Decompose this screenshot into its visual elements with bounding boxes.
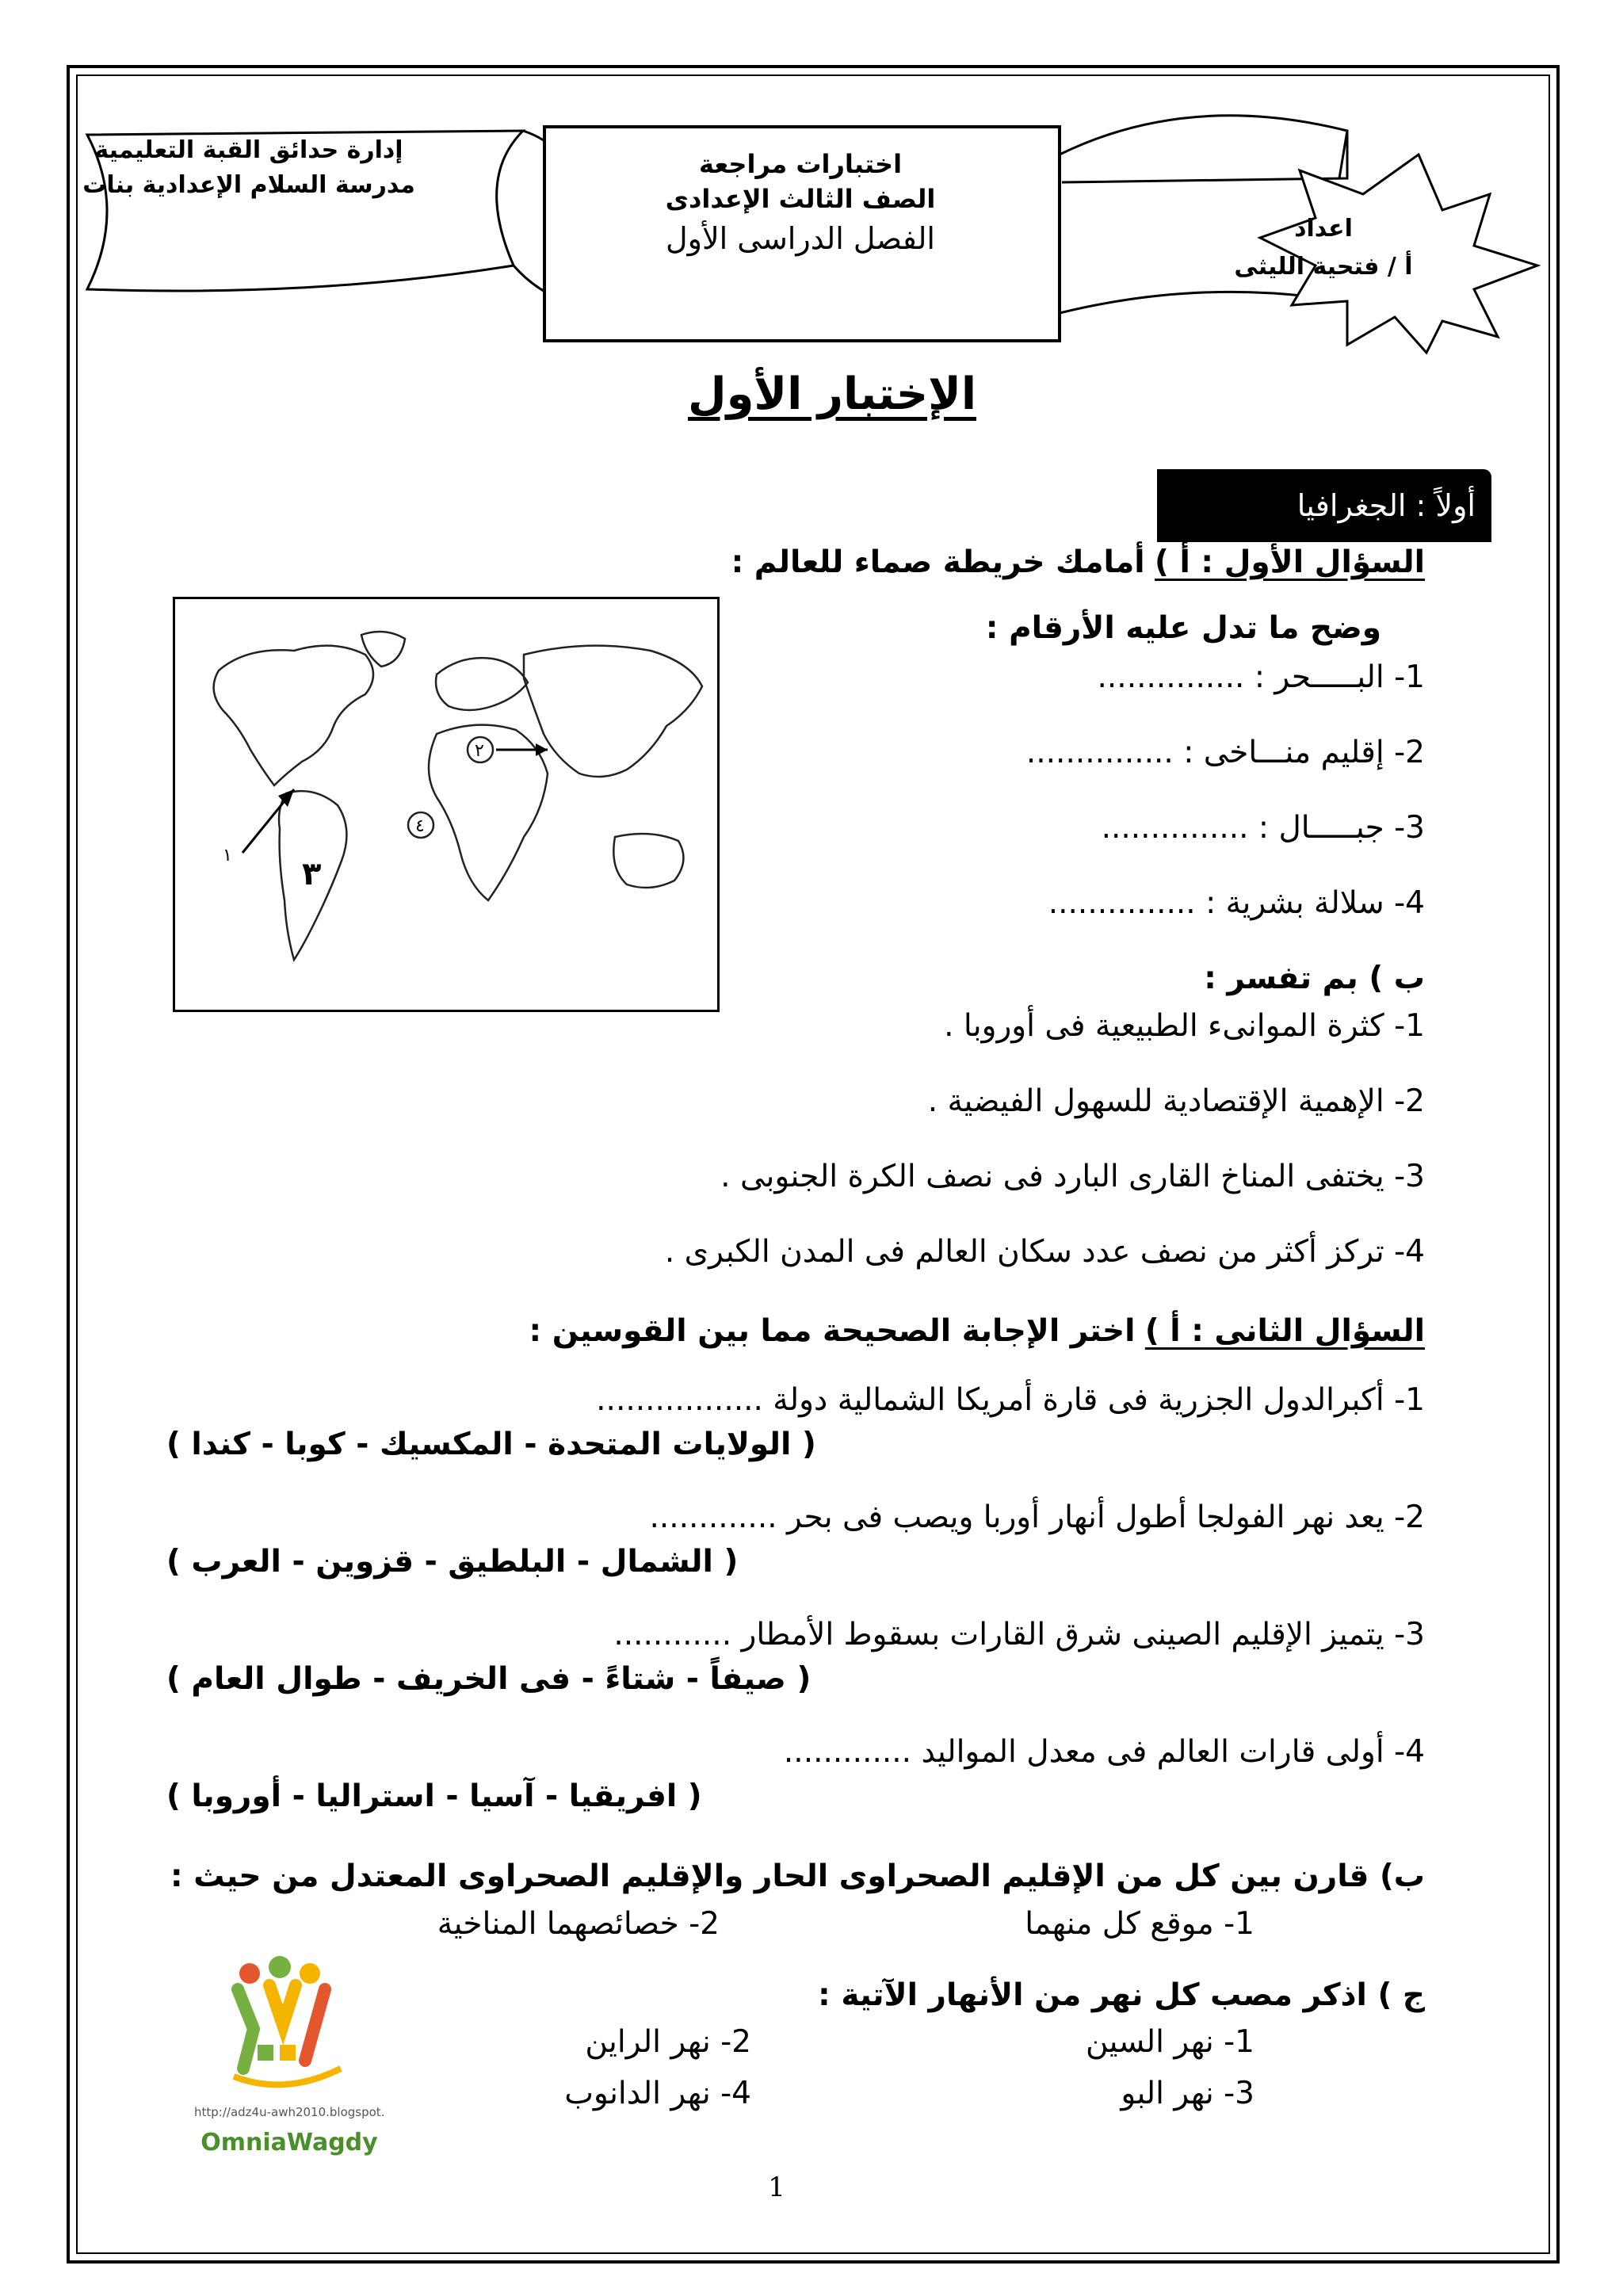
q2-label: السؤال الثانى : أ ) (1144, 1313, 1425, 1349)
q2-part-c-heading: ج ) اذكر مصب كل نهر من الأنهار الآتية : (818, 1977, 1425, 2013)
map-marker-2: ٢ (475, 741, 484, 761)
q2-item-1-choices: ( الولايات المتحدة - المكسيك - كوبا - كندا ) (166, 1427, 816, 1462)
world-outline-map (173, 597, 720, 1012)
q2-item-3: 3- يتميز الإقليم الصينى شرق القارات بسقوط الأمطار ............ (613, 1617, 1425, 1652)
river-item-2: 2- نهر الراين (585, 2024, 751, 2060)
q1-item-3: 3- جبـــــال : ............... (1101, 810, 1425, 846)
q2-item-4-choices: ( افريقيا - آسيا - استراليا - أوروبا ) (166, 1778, 702, 1814)
grade-level: الصف الثالث الإعدادى (665, 184, 936, 214)
teacher-name: أ / فتحية الليثى (1234, 253, 1413, 281)
page-number: 1 (768, 2172, 785, 2203)
q2-part-b-item-1: 1- موقع كل منهما (1025, 1906, 1254, 1942)
q2-item-2-choices: ( الشمال - البلطيق - قزوين - العرب ) (166, 1544, 739, 1580)
logo-name: OmniaWagdy (200, 2129, 378, 2157)
q2-part-b-heading: ب) قارن بين كل من الإقليم الصحراوى الحار والإقليم الصحراوى المعتدل من حيث : (170, 1859, 1425, 1894)
q1-heading (731, 539, 1425, 586)
q1-instruction: وضح ما تدل عليه الأرقام : (985, 610, 1381, 646)
q1-part-b-item-1: 1- كثرة الموانىء الطبيعية فى أوروبا . (944, 1008, 1425, 1044)
logo-url: http://adz4u-awh2010.blogspot. (194, 2105, 385, 2119)
section-tab-geography: أولاً : الجغرافيا (1157, 469, 1491, 542)
school-admin-block (82, 133, 415, 203)
exam-type: اختبارات مراجعة (698, 149, 903, 179)
q1-item-4: 4- سلالة بشرية : ............... (1048, 885, 1425, 921)
q2-heading (529, 1308, 1425, 1355)
river-item-1: 1- نهر السين (1085, 2024, 1254, 2060)
q2-item-3-choices: ( صيفاً - شتاءً - فى الخريف - طوال العام ) (166, 1661, 812, 1697)
q2-item-4: 4- أولى قارات العالم فى معدل المواليد ............. (783, 1734, 1425, 1770)
europe-outline (436, 658, 528, 710)
q2-item-2: 2- يعد نهر الفولجا أطول أنهار أوربا ويصب فى بحر ............. (649, 1499, 1425, 1535)
asia-outline (524, 646, 702, 777)
q1-item-2: 2- إقليم منـــاخى : ............... (1025, 735, 1425, 770)
q1-heading-text: أمامك خريطة صماء للعالم : (731, 544, 1145, 580)
river-item-3: 3- نهر البو (1121, 2076, 1254, 2111)
q1-part-b-item-2: 2- الإهمية الإقتصادية للسهول الفيضية . (927, 1083, 1425, 1119)
q2-item-1: 1- أكبرالدول الجزرية فى قارة أمريكا الشمالية دولة ................. (596, 1382, 1425, 1418)
logo-figures-icon (194, 1950, 384, 2108)
q2-heading-text: اختر الإجابة الصحيحة مما بين القوسين : (529, 1313, 1136, 1349)
q1-item-1: 1- البـــــحر : ............... (1097, 659, 1425, 695)
exam-info-block (555, 147, 1046, 261)
q1-part-b-item-4: 4- تركز أكثر من نصف عدد سكان العالم فى المدن الكبرى . (664, 1234, 1425, 1270)
q1-label: السؤال الأول : أ ) (1155, 544, 1425, 580)
exam-title: الإختبار الأول (687, 369, 977, 420)
map-drawing (175, 599, 720, 1012)
map-marker-3: ٣ (302, 856, 322, 892)
map-marker-1: ١ (223, 846, 232, 865)
prepared-by-label: اعداد (1294, 215, 1353, 243)
admin-line: إدارة حدائق القبة التعليمية (94, 136, 403, 164)
river-item-4: 4- نهر الدانوب (564, 2076, 751, 2111)
q1-part-b-heading: ب ) بم تفسر : (1204, 961, 1425, 996)
australia-outline (613, 834, 683, 888)
prepared-by-block (1205, 210, 1442, 286)
north-america-outline (214, 646, 373, 785)
school-line: مدرسة السلام الإعدادية بنات (82, 171, 415, 199)
term-label: الفصل الدراسى الأول (666, 221, 935, 256)
map-marker-4: ٤ (415, 816, 425, 836)
omniawagdy-logo (194, 1950, 384, 2156)
africa-outline (429, 725, 548, 900)
q1-part-b-item-3: 3- يختفى المناخ القارى البارد فى نصف الكرة الجنوبى . (720, 1159, 1425, 1194)
q2-part-b-item-2: 2- خصائصهما المناخية (437, 1906, 720, 1942)
